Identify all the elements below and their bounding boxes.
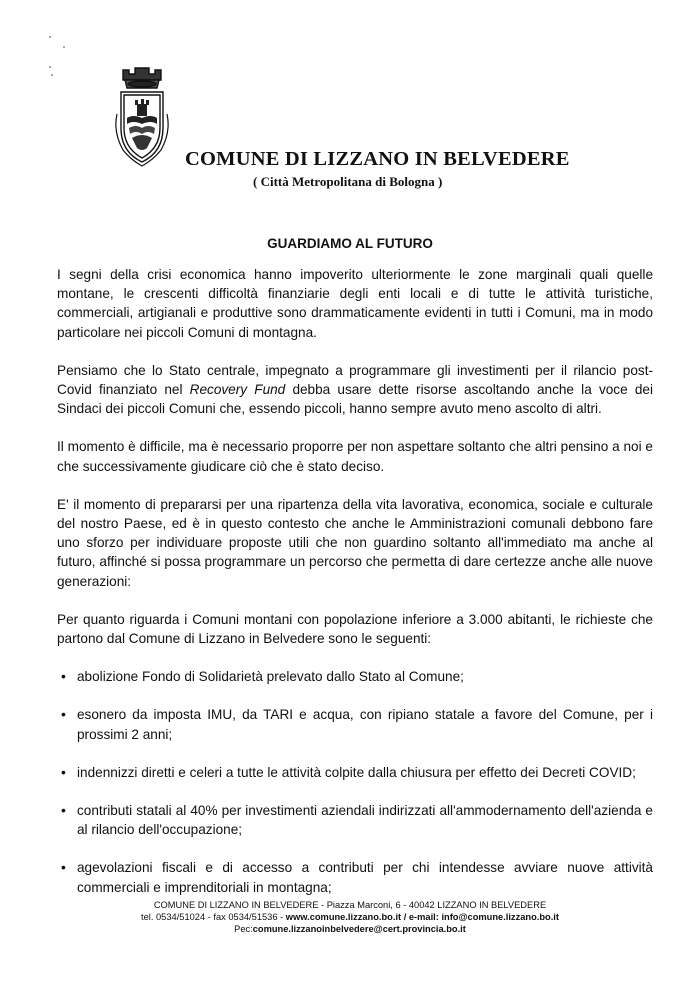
requests-list bbox=[57, 667, 653, 897]
paragraph-recovery-fund bbox=[57, 361, 653, 419]
paragraph-crisis: I segni della crisi economica hanno impoverito ulteriormente le zone marginali quali quelle montane, le crescenti difficoltà finanziarie degli enti locali e di tutte le attività turistiche, commerciali, artigianali e produttive sono drammaticamente evidenti in tutti i Comuni, ma in modo particolare nei piccoli Comuni di montagna. bbox=[57, 267, 653, 340]
list-item: • contributi statali al 40% per investimenti aziendali indirizzati all'ammodernamento dell'azienda e al rilancio dell'occupazione; bbox=[57, 801, 653, 839]
footer-phone: tel. 0534/51024 - fax 0534/51536 - bbox=[141, 912, 286, 922]
municipality-name: COMUNE DI LIZZANO IN BELVEDERE bbox=[185, 148, 570, 170]
municipality-subtitle: ( Città Metropolitana di Bologna ) bbox=[253, 174, 443, 189]
paragraph-restart: E' il momento di prepararsi per una ripartenza della vita lavorativa, economica, sociale e culturale del nostro Paese, ed è in questo contesto che anche le Amministrazioni comunali debbono fare uno sforzo per individuare proposte utili che non guardino soltanto all'immediato ma anche al futuro, affinché si possa programmare un percorso che permetta di dare certezze anche alle nuove generazioni: bbox=[57, 496, 653, 589]
list-item: • abolizione Fondo di Solidarietà prelevato dallo Stato al Comune; bbox=[57, 667, 653, 686]
recovery-fund-italic: Recovery Fund bbox=[189, 382, 286, 398]
footer-email-label: / e-mail: bbox=[401, 912, 442, 922]
document-body bbox=[57, 265, 653, 916]
paragraph-text: Pensiamo che lo Stato centrale, impegnato a programmare gli investimenti per il rilancio post-Covid finanziato nel bbox=[57, 362, 653, 398]
footer-contacts bbox=[0, 911, 700, 923]
footer-pec-label: Pec: bbox=[234, 924, 253, 934]
scan-speck bbox=[63, 46, 65, 48]
paragraph-requests-intro: Per quanto riguarda i Comuni montani con popolazione inferiore a 3.000 abitanti, le richieste che partono dal Comune di Lizzano in Belvedere sono le seguenti: bbox=[57, 611, 653, 647]
scan-speck bbox=[49, 36, 51, 38]
list-item: • esonero da imposta IMU, da TARI e acqua, con ripiano statale a favore del Comune, per i prossimi 2 anni; bbox=[57, 705, 653, 743]
footer bbox=[0, 899, 700, 935]
list-item: • indennizzi diretti e celeri a tutte le attività colpite dalla chiusura per effetto dei Decreti COVID; bbox=[57, 763, 653, 782]
footer-pec bbox=[0, 923, 700, 935]
footer-pec-link[interactable]: comune.lizzanoinbelvedere@cert.provincia.bo.it bbox=[252, 924, 466, 934]
scan-speck bbox=[51, 74, 53, 76]
scan-speck bbox=[49, 66, 51, 68]
paragraph-difficult-moment: Il momento è difficile, ma è necessario proporre per non aspettare soltanto che altri pensino a noi e che successivamente giudicare ciò che è stato deciso. bbox=[57, 439, 653, 474]
list-item: • agevolazioni fiscali e di accesso a contributi per chi intendesse avviare nuove attività commerciali e imprenditoriali in montagna; bbox=[57, 858, 653, 896]
footer-email-link[interactable]: info@comune.lizzano.bo.it bbox=[441, 912, 559, 922]
footer-website-link[interactable]: www.comune.lizzano.bo.it bbox=[285, 912, 402, 922]
coat-of-arms-icon bbox=[113, 62, 171, 170]
footer-address: COMUNE DI LIZZANO IN BELVEDERE - Piazza Marconi, 6 - 40042 LIZZANO IN BELVEDERE bbox=[153, 900, 547, 910]
document-title: GUARDIAMO AL FUTURO bbox=[267, 236, 433, 251]
paragraph-text: debba usare dette risorse ascoltando anche la voce dei Sindaci dei piccoli Comuni che, essendo piccoli, hanno sempre avuto meno ascolto di altri. bbox=[57, 382, 653, 417]
